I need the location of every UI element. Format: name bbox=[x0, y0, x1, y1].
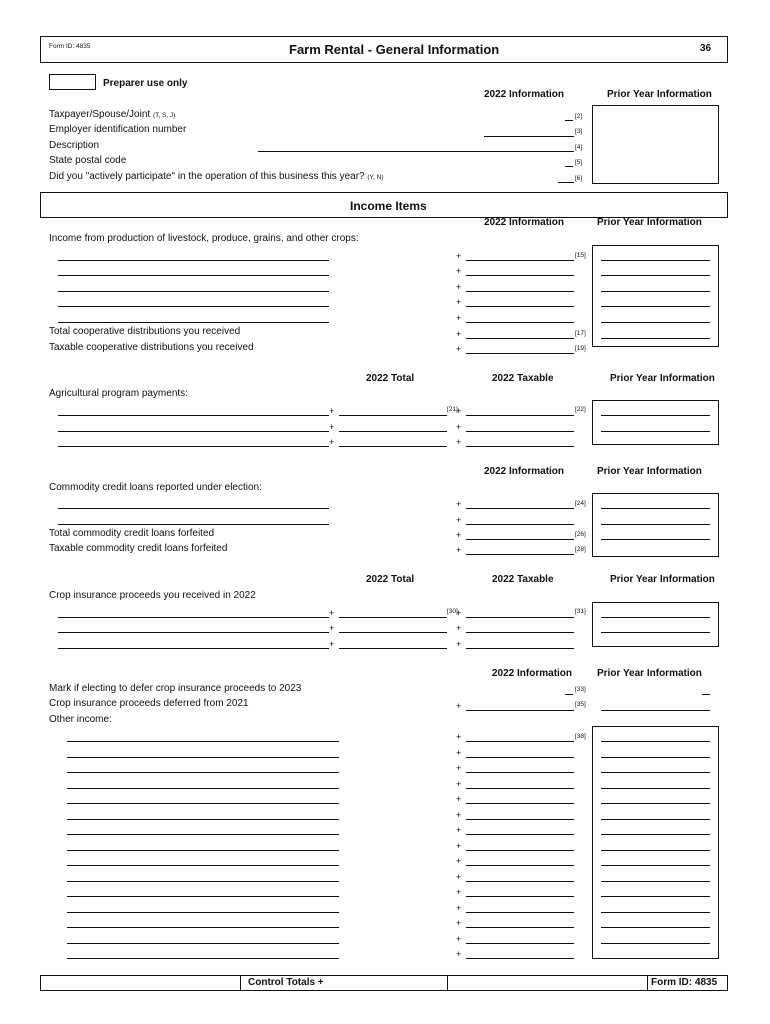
description-line[interactable] bbox=[58, 291, 329, 292]
ref-26: [26] bbox=[575, 531, 586, 538]
prior-year-field[interactable] bbox=[601, 710, 710, 711]
description-line[interactable] bbox=[67, 819, 339, 820]
prior-year-field[interactable] bbox=[601, 788, 710, 789]
prior-year-field[interactable] bbox=[601, 524, 710, 525]
footer-divider-3 bbox=[647, 975, 648, 991]
ref-33: [33] bbox=[575, 686, 586, 693]
amount-field[interactable] bbox=[466, 865, 574, 866]
amount-field[interactable] bbox=[466, 803, 574, 804]
description-line[interactable] bbox=[67, 865, 339, 866]
description-line[interactable] bbox=[67, 757, 339, 758]
prior-year-field[interactable] bbox=[601, 415, 710, 416]
prior-year-field[interactable] bbox=[601, 927, 710, 928]
plus-sign: + bbox=[456, 918, 462, 928]
plus-sign: + bbox=[456, 344, 462, 354]
prior-year-field[interactable] bbox=[601, 338, 710, 339]
amount-field[interactable] bbox=[466, 291, 574, 292]
crop-label: Crop insurance proceeds you received in 2022 bbox=[49, 590, 256, 601]
coop-taxable-label: Taxable cooperative distributions you received bbox=[49, 342, 254, 353]
prior-crop-box bbox=[592, 602, 719, 647]
col-prior-year: Prior Year Information bbox=[597, 466, 702, 477]
income-section-title: Income Items bbox=[350, 199, 427, 213]
plus-sign: + bbox=[329, 406, 335, 416]
preparer-checkbox[interactable] bbox=[49, 74, 96, 90]
total-field[interactable] bbox=[339, 617, 447, 618]
ccc-forfeit-label: Total commodity credit loans forfeited bbox=[49, 528, 215, 539]
description-line[interactable] bbox=[58, 415, 329, 416]
prior-year-field[interactable] bbox=[601, 881, 710, 882]
amount-field[interactable] bbox=[466, 834, 574, 835]
state-field[interactable] bbox=[565, 166, 573, 167]
plus-sign: + bbox=[456, 810, 462, 820]
control-totals-label: Control Totals + bbox=[248, 977, 324, 988]
ref-31: [31] bbox=[575, 608, 586, 615]
col-prior-year: Prior Year Information bbox=[597, 668, 702, 679]
ccc-label: Commodity credit loans reported under election: bbox=[49, 482, 262, 493]
preparer-label: Preparer use only bbox=[103, 78, 188, 89]
prior-year-field[interactable] bbox=[601, 539, 710, 540]
description-line[interactable] bbox=[67, 912, 339, 913]
col-prior-year: Prior Year Information bbox=[597, 217, 702, 228]
description-line[interactable] bbox=[67, 772, 339, 773]
col-2022-total: 2022 Total bbox=[366, 373, 415, 384]
footer-box bbox=[40, 975, 728, 991]
ref-4: [4] bbox=[575, 144, 583, 151]
page-title: Farm Rental - General Information bbox=[289, 42, 500, 57]
amount-field[interactable] bbox=[466, 554, 574, 555]
ein-field[interactable] bbox=[484, 136, 574, 137]
prior-year-field[interactable] bbox=[601, 508, 710, 509]
ref-35: [35] bbox=[575, 701, 586, 708]
amount-field[interactable] bbox=[466, 881, 574, 882]
description-line[interactable] bbox=[58, 306, 329, 307]
description-line[interactable] bbox=[67, 803, 339, 804]
amount-field[interactable] bbox=[466, 788, 574, 789]
description-line[interactable] bbox=[58, 632, 329, 633]
plus-sign: + bbox=[456, 499, 462, 509]
plus-sign: + bbox=[456, 422, 462, 432]
col-2022-total: 2022 Total bbox=[366, 574, 415, 585]
footer-form-id: Form ID: 4835 bbox=[651, 977, 718, 988]
amount-field[interactable] bbox=[466, 415, 574, 416]
amount-field[interactable] bbox=[466, 322, 574, 323]
ag-label: Agricultural program payments: bbox=[49, 388, 188, 399]
prior-year-field[interactable] bbox=[601, 260, 710, 261]
description-line[interactable] bbox=[67, 834, 339, 835]
description-field[interactable] bbox=[258, 151, 574, 152]
description-label: Description bbox=[49, 140, 100, 151]
amount-field[interactable] bbox=[466, 896, 574, 897]
description-line[interactable] bbox=[58, 260, 329, 261]
total-field[interactable] bbox=[339, 415, 447, 416]
total-field[interactable] bbox=[339, 446, 447, 447]
plus-sign: + bbox=[456, 545, 462, 555]
description-line[interactable] bbox=[58, 524, 329, 525]
amount-field[interactable] bbox=[466, 757, 574, 758]
total-field[interactable] bbox=[339, 431, 447, 432]
amount-field[interactable] bbox=[466, 306, 574, 307]
plus-sign: + bbox=[456, 639, 462, 649]
other-label: Other income: bbox=[49, 714, 112, 725]
amount-field[interactable] bbox=[466, 353, 574, 354]
plus-sign: + bbox=[456, 608, 462, 618]
amount-field[interactable] bbox=[466, 710, 574, 711]
description-line[interactable] bbox=[58, 508, 329, 509]
prior-year-field[interactable] bbox=[601, 865, 710, 866]
prior-year-field[interactable] bbox=[601, 834, 710, 835]
plus-sign: + bbox=[456, 732, 462, 742]
amount-field[interactable] bbox=[466, 850, 574, 851]
prior-year-field[interactable] bbox=[601, 431, 710, 432]
plus-sign: + bbox=[456, 794, 462, 804]
ref-21: [21] bbox=[447, 406, 458, 413]
prior-year-field[interactable] bbox=[601, 632, 710, 633]
description-line[interactable] bbox=[67, 943, 339, 944]
description-line[interactable] bbox=[58, 648, 329, 649]
ccc-taxable-label: Taxable commodity credit loans forfeited bbox=[49, 543, 228, 554]
amount-field[interactable] bbox=[466, 772, 574, 773]
prior-year-field[interactable] bbox=[601, 819, 710, 820]
plus-sign: + bbox=[456, 825, 462, 835]
prior-ag-box bbox=[592, 400, 719, 445]
state-label: State postal code bbox=[49, 155, 127, 166]
col-2022-taxable: 2022 Taxable bbox=[492, 373, 554, 384]
coop-total-label: Total cooperative distributions you received bbox=[49, 326, 241, 337]
amount-field[interactable] bbox=[466, 819, 574, 820]
prior-year-field[interactable] bbox=[601, 943, 710, 944]
description-line[interactable] bbox=[58, 617, 329, 618]
prior-year-field[interactable] bbox=[601, 322, 710, 323]
plus-sign: + bbox=[456, 887, 462, 897]
plus-sign: + bbox=[456, 515, 462, 525]
prior-year-general-box bbox=[592, 105, 719, 184]
ref-24: [24] bbox=[575, 500, 586, 507]
description-line[interactable] bbox=[58, 431, 329, 432]
amount-field[interactable] bbox=[466, 648, 574, 649]
plus-sign: + bbox=[456, 903, 462, 913]
amount-field[interactable] bbox=[466, 431, 574, 432]
amount-field[interactable] bbox=[466, 524, 574, 525]
plus-sign: + bbox=[329, 437, 335, 447]
amount-field[interactable] bbox=[466, 632, 574, 633]
col-2022-info: 2022 Information bbox=[484, 217, 565, 228]
taxpayer-field[interactable] bbox=[565, 120, 573, 121]
description-line[interactable] bbox=[58, 446, 329, 447]
prior-ccc-box bbox=[592, 493, 719, 557]
amount-field[interactable] bbox=[466, 927, 574, 928]
col-prior-year: Prior Year Information bbox=[610, 373, 715, 384]
defer-label: Mark if electing to defer crop insurance proceeds to 2023 bbox=[49, 683, 302, 694]
plus-sign: + bbox=[329, 623, 335, 633]
page-number: 36 bbox=[700, 43, 712, 54]
description-line[interactable] bbox=[67, 788, 339, 789]
amount-field[interactable] bbox=[466, 741, 574, 742]
col-2022-info: 2022 Information bbox=[492, 668, 573, 679]
plus-sign: + bbox=[456, 856, 462, 866]
plus-sign: + bbox=[456, 748, 462, 758]
taxpayer-label: Taxpayer/Spouse/Joint (T, S, J) bbox=[49, 109, 176, 120]
footer-divider-2 bbox=[447, 975, 448, 991]
description-line[interactable] bbox=[67, 881, 339, 882]
ref-17: [17] bbox=[575, 330, 586, 337]
col-prior-year: Prior Year Information bbox=[610, 574, 715, 585]
description-line[interactable] bbox=[67, 896, 339, 897]
prior-year-field[interactable] bbox=[601, 912, 710, 913]
prior-year-field[interactable] bbox=[601, 757, 710, 758]
prior-defer-field[interactable] bbox=[702, 694, 710, 695]
prior-year-field[interactable] bbox=[601, 896, 710, 897]
total-field[interactable] bbox=[339, 632, 447, 633]
description-line[interactable] bbox=[67, 741, 339, 742]
col-2022-info: 2022 Information bbox=[484, 466, 565, 477]
description-line[interactable] bbox=[67, 850, 339, 851]
prior-year-field[interactable] bbox=[601, 617, 710, 618]
prior-year-field[interactable] bbox=[601, 275, 710, 276]
plus-sign: + bbox=[456, 701, 462, 711]
ref-5: [5] bbox=[575, 159, 583, 166]
description-line[interactable] bbox=[58, 322, 329, 323]
ein-label: Employer identification number bbox=[49, 124, 187, 135]
col-2022-info: 2022 Information bbox=[484, 89, 565, 100]
plus-sign: + bbox=[456, 872, 462, 882]
plus-sign: + bbox=[329, 639, 335, 649]
amount-field[interactable] bbox=[466, 508, 574, 509]
ref-28: [28] bbox=[575, 546, 586, 553]
plus-sign: + bbox=[456, 934, 462, 944]
plus-sign: + bbox=[456, 779, 462, 789]
ref-15: [15] bbox=[575, 252, 586, 259]
plus-sign: + bbox=[456, 437, 462, 447]
amount-field[interactable] bbox=[466, 912, 574, 913]
prior-year-field[interactable] bbox=[601, 772, 710, 773]
prior-year-field[interactable] bbox=[601, 306, 710, 307]
ref-19: [19] bbox=[575, 345, 586, 352]
col-2022-taxable: 2022 Taxable bbox=[492, 574, 554, 585]
plus-sign: + bbox=[329, 608, 335, 618]
ref-30: [30] bbox=[447, 608, 458, 615]
plus-sign: + bbox=[456, 763, 462, 773]
total-field[interactable] bbox=[339, 648, 447, 649]
col-prior-year: Prior Year Information bbox=[607, 89, 712, 100]
description-line[interactable] bbox=[67, 958, 339, 959]
amount-field[interactable] bbox=[466, 617, 574, 618]
amount-field[interactable] bbox=[466, 338, 574, 339]
plus-sign: + bbox=[329, 422, 335, 432]
amount-field[interactable] bbox=[466, 275, 574, 276]
plus-sign: + bbox=[456, 623, 462, 633]
active-field[interactable] bbox=[558, 182, 574, 183]
plus-sign: + bbox=[456, 406, 462, 416]
amount-field[interactable] bbox=[466, 260, 574, 261]
ref-6: [6] bbox=[575, 175, 583, 182]
prior-year-field[interactable] bbox=[601, 291, 710, 292]
prior-year-field[interactable] bbox=[601, 803, 710, 804]
ref-22: [22] bbox=[575, 406, 586, 413]
plus-sign: + bbox=[456, 266, 462, 276]
plus-sign: + bbox=[456, 841, 462, 851]
plus-sign: + bbox=[456, 949, 462, 959]
form-id-label: Form ID: 4835 bbox=[49, 43, 91, 50]
plus-sign: + bbox=[456, 297, 462, 307]
deferred-label: Crop insurance proceeds deferred from 2021 bbox=[49, 698, 249, 709]
defer-field[interactable] bbox=[565, 694, 573, 695]
production-label: Income from production of livestock, produce, grains, and other crops: bbox=[49, 233, 359, 244]
amount-field[interactable] bbox=[466, 539, 574, 540]
ref-38: [38] bbox=[575, 733, 586, 740]
plus-sign: + bbox=[456, 329, 462, 339]
description-line[interactable] bbox=[58, 275, 329, 276]
plus-sign: + bbox=[456, 282, 462, 292]
prior-other-box bbox=[592, 726, 719, 959]
active-label: Did you "actively participate" in the operation of this business this year? (Y, N) bbox=[49, 171, 384, 182]
prior-year-field[interactable] bbox=[601, 741, 710, 742]
plus-sign: + bbox=[456, 530, 462, 540]
amount-field[interactable] bbox=[466, 943, 574, 944]
amount-field[interactable] bbox=[466, 446, 574, 447]
ref-2: [2] bbox=[575, 113, 583, 120]
amount-field[interactable] bbox=[466, 958, 574, 959]
ref-3: [3] bbox=[575, 128, 583, 135]
description-line[interactable] bbox=[67, 927, 339, 928]
footer-divider-1 bbox=[240, 975, 241, 991]
plus-sign: + bbox=[456, 313, 462, 323]
prior-year-field[interactable] bbox=[601, 850, 710, 851]
plus-sign: + bbox=[456, 251, 462, 261]
